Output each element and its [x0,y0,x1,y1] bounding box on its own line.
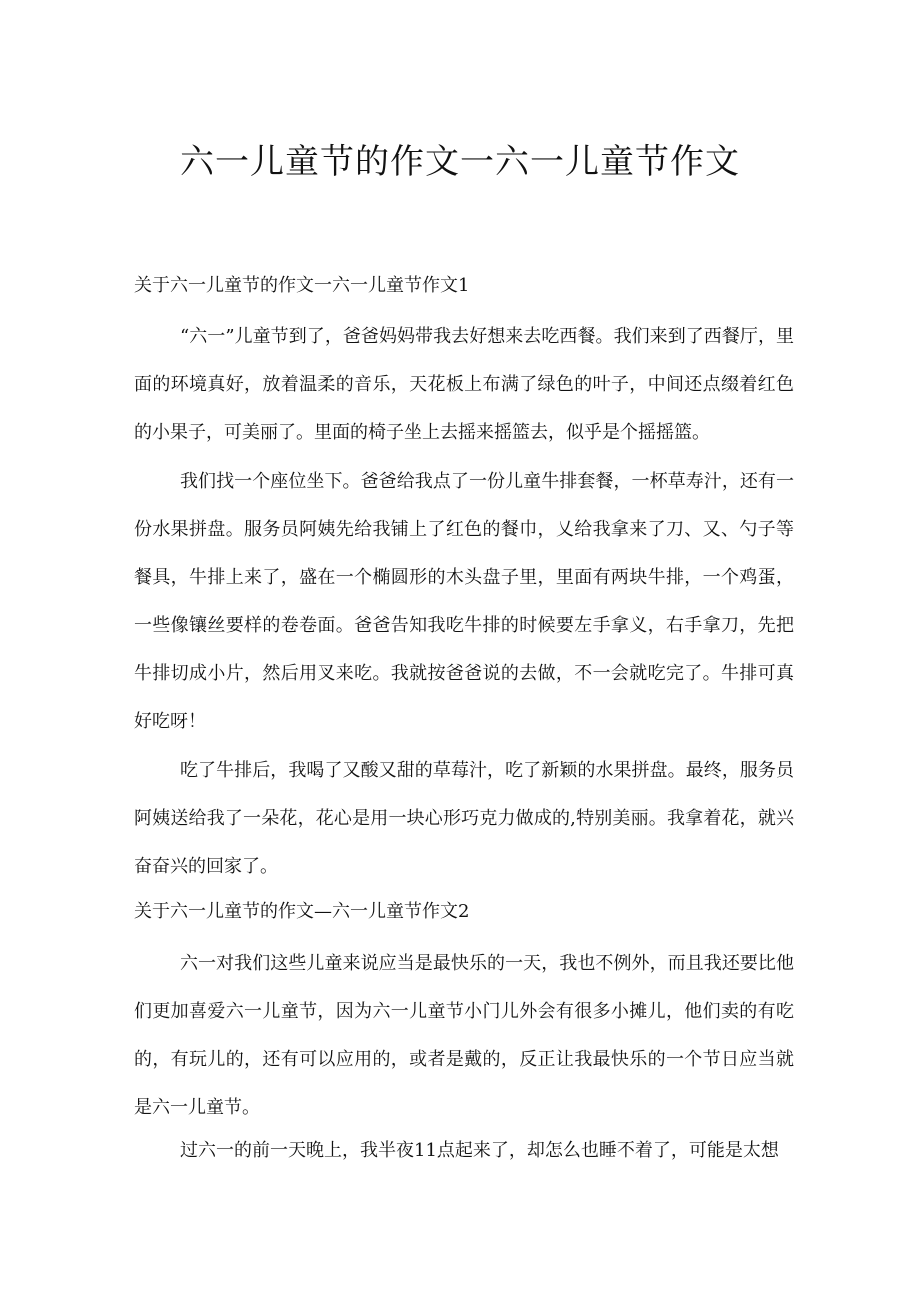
section-1-paragraph-2: 我们找一个座位坐下。爸爸给我点了一份儿童牛排套餐，一杯草寿汁，还有一份水果拼盘。服务员阿姨先给我铺上了红色的餐巾，乂给我拿来了刀、又、勺子等餐具，牛排上来了，盛在一个椭圆形的木头盘子里，里面有两块牛排，一个鸡蛋，一些像镶丝要样的卷卷面。爸爸告知我吃牛排的时候要左手拿义，右手拿刀，先把牛排切成小片，然后用叉来吃。我就按爸爸说的去做，不一会就吃完了。牛排可真好吃呀！ [134,471,794,732]
section-1-heading: 关于六一儿童节的作文一六一儿童节作文1 [134,275,470,296]
section-2-paragraph-1: 六一对我们这些儿童来说应当是最快乐的一天，我也不例外，而且我还要比他们更加喜爱六一儿童节，因为六一儿童节小门儿外会有很多小摊儿，他们卖的有吃的，有玩儿的，还有可以应用的，或者是戴的，反正让我最快乐的一个节日应当就是六一儿童节。 [134,953,794,1118]
section-2-heading: 关于六一儿童节的作文—六一儿童节作文2 [134,901,470,922]
section-1-paragraph-1: “六一”儿童节到了，爸爸妈妈带我去好想来去吃西餐。我们来到了西餐厅，里面的环境真好，放着温柔的音乐，天花板上布满了绿色的叶子，中间还点缀着红色的小果子，可美丽了。里面的椅子坐上去摇来摇篮去，似乎是个摇摇篮。 [134,326,794,443]
section-1-paragraph-3: 吃了牛排后，我喝了又酸又甜的草莓汁，吃了新颖的水果拼盘。最终，服务员阿姨送给我了一朵花，花心是用一块心形巧克力做成的,特别美丽。我拿着花，就兴奋奋兴的回家了。 [134,760,794,877]
document-title: 六一儿童节的作文一六一儿童节作文 [180,142,740,182]
section-2-paragraph-2: 过六一的前一天晚上，我半夜11点起来了，却怎么也睡不着了，可能是太想 [180,1140,779,1161]
